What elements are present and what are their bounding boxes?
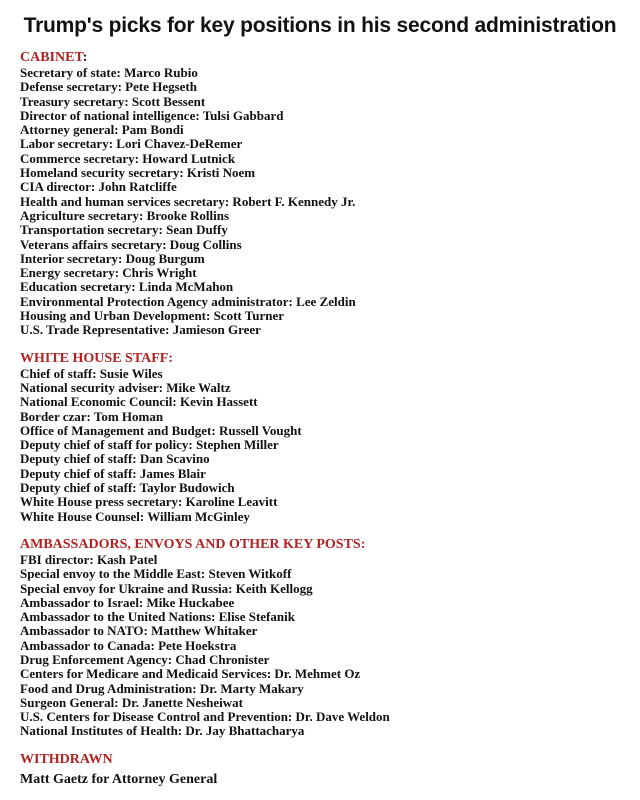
ambassadors-list-item: FBI director: Kash Patel	[20, 551, 158, 567]
cabinet-list-item: Energy secretary: Chris Wright	[20, 265, 197, 281]
staff-list-item: Deputy chief of staff: Taylor Budowich	[20, 480, 235, 496]
cabinet-list-item: Homeland security secretary: Kristi Noem	[20, 165, 256, 181]
staff-list-item: Chief of staff: Susie Wiles	[20, 365, 163, 381]
cabinet-list-item: Agriculture secretary: Brooke Rollins	[20, 207, 230, 223]
staff-list-item: White House press secretary: Karoline Leavitt	[20, 494, 278, 510]
cabinet-list-item: Transportation secretary: Sean Duffy	[20, 222, 228, 238]
withdrawn-section	[20, 752, 620, 788]
staff-list-item: Deputy chief of staff: Dan Scavino	[20, 451, 210, 467]
ambassadors-list-item: U.S. Centers for Disease Control and Prevention: Dr. Dave Weldon	[20, 709, 390, 725]
page-title: Trump's picks for key positions in his second administration	[23, 14, 617, 37]
ambassadors-list-item: Food and Drug Administration: Dr. Marty Makary	[20, 680, 304, 696]
staff-list-item: Border czar: Tom Homan	[20, 408, 164, 424]
cabinet-list-item: U.S. Trade Representative: Jamieson Greer	[20, 322, 261, 338]
staff-list-item: National security adviser: Mike Waltz	[20, 379, 231, 395]
cabinet-list-item: Environmental Protection Agency administrator: Lee Zeldin	[20, 293, 356, 309]
cabinet-list-item: Housing and Urban Development: Scott Turner	[20, 308, 284, 324]
cabinet-list-item: Secretary of state: Marco Rubio	[20, 65, 198, 80]
cabinet-list-item: Commerce secretary: Howard Lutnick	[20, 150, 236, 166]
staff-list-item: National Economic Council: Kevin Hassett	[20, 394, 258, 410]
withdrawn-list	[20, 772, 620, 788]
cabinet-list-item: Health and human services secretary: Robert F. Kennedy Jr.	[20, 193, 356, 209]
cabinet-heading	[20, 50, 620, 66]
cabinet-section	[20, 50, 620, 338]
staff-list-item: Deputy chief of staff: James Blair	[20, 465, 206, 481]
cabinet-list-item: Director of national intelligence: Tulsi Gabbard	[20, 107, 284, 123]
cabinet-list-item: Labor secretary: Lori Chavez-DeRemer	[20, 136, 243, 152]
withdrawn-list-item: Matt Gaetz for Attorney General	[20, 771, 218, 787]
ambassadors-list-item: Special envoy to the Middle East: Steven Witkoff	[20, 566, 292, 582]
ambassadors-list-item: Centers for Medicare and Medicaid Services: Dr. Mehmet Oz	[20, 666, 361, 682]
cabinet-list-item: Veterans affairs secretary: Doug Collins	[20, 236, 242, 252]
withdrawn-heading: WITHDRAWN	[20, 751, 113, 767]
ambassadors-list-item: Ambassador to Israel: Mike Huckabee	[20, 594, 235, 610]
cabinet-list-item: CIA director: John Ratcliffe	[20, 179, 177, 195]
staff-list-item: White House Counsel: William McGinley	[20, 508, 250, 524]
cabinet-list-item: Treasury secretary: Scott Bessent	[20, 93, 206, 109]
white-house-staff-list	[20, 367, 620, 524]
ambassadors-list-item: Drug Enforcement Agency: Chad Chronister	[20, 651, 270, 667]
ambassadors-list-item: Ambassador to the United Nations: Elise Stefanik	[20, 609, 295, 625]
ambassadors-list	[20, 553, 620, 739]
cabinet-list-item: Education secretary: Linda McMahon	[20, 279, 234, 295]
ambassadors-list-item: Ambassador to NATO: Matthew Whitaker	[20, 623, 258, 639]
cabinet-list-item: Attorney general: Pam Bondi	[20, 122, 184, 138]
white-house-staff-heading: WHITE HOUSE STAFF:	[20, 350, 173, 366]
cabinet-list	[20, 66, 620, 338]
ambassadors-list-item: Ambassador to Canada: Pete Hoekstra	[20, 637, 237, 653]
ambassadors-heading: AMBASSADORS, ENVOYS AND OTHER KEY POSTS:	[20, 536, 366, 552]
ambassadors-section	[20, 537, 620, 739]
cabinet-list-item: Interior secretary: Doug Burgum	[20, 250, 205, 266]
cabinet-heading-colon: :	[82, 50, 88, 65]
ambassadors-list-item: National Institutes of Health: Dr. Jay Bhattacharya	[20, 723, 305, 739]
ambassadors-list-item: Special envoy for Ukraine and Russia: Keith Kellogg	[20, 580, 313, 596]
cabinet-list-item: Defense secretary: Pete Hegseth	[20, 79, 197, 95]
cabinet-heading-text: CABINET	[20, 50, 83, 65]
staff-list-item: Deputy chief of staff for policy: Stephen Miller	[20, 437, 279, 453]
staff-list-item: Office of Management and Budget: Russell Vought	[20, 422, 302, 438]
ambassadors-list-item: Surgeon General: Dr. Janette Nesheiwat	[20, 694, 244, 710]
white-house-staff-section	[20, 351, 620, 524]
